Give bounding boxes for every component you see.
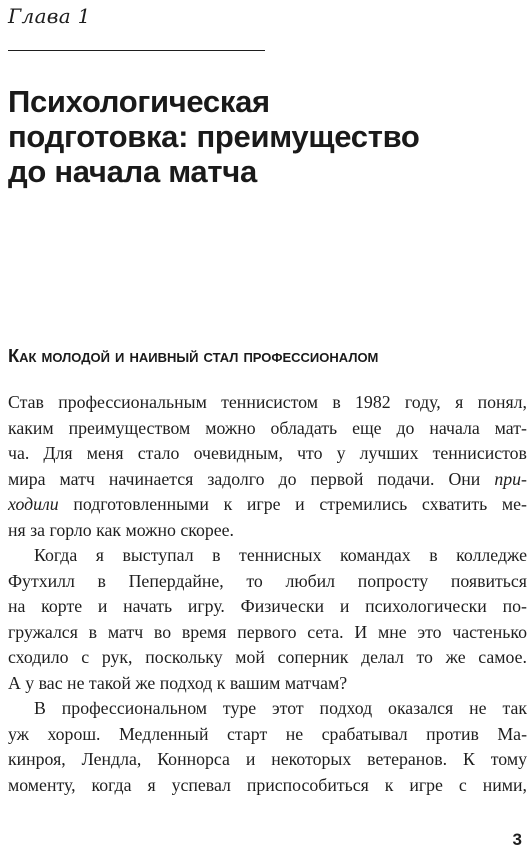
word: подготовленными (73, 494, 209, 514)
word: я (455, 392, 464, 412)
word: сходило (8, 647, 69, 667)
word: не (67, 672, 89, 693)
word: гружался (8, 621, 78, 642)
word: же (445, 647, 466, 667)
word: командах (340, 545, 411, 565)
word: Пепердайне, (128, 570, 224, 591)
word: В (34, 698, 46, 718)
word: еще (352, 417, 382, 438)
word: старт (227, 723, 268, 744)
word: попросту (357, 570, 429, 591)
word: Коннорса (157, 749, 230, 769)
word: в (429, 545, 438, 565)
word: в (97, 570, 106, 591)
word: то (246, 570, 263, 591)
word: меня (86, 443, 124, 463)
word: до (278, 468, 297, 489)
word: же (135, 672, 160, 693)
word: приспособиться (246, 774, 369, 795)
word: корте (41, 596, 83, 616)
word: матч (59, 468, 95, 489)
word: вашим (229, 672, 285, 693)
word: можно (205, 417, 256, 438)
word: К (462, 749, 475, 769)
word: как (96, 519, 126, 540)
word: задолго (207, 468, 265, 489)
word: первой (310, 468, 364, 489)
word: И (354, 621, 368, 642)
word: игру. (187, 596, 225, 616)
word: против (426, 723, 479, 744)
chapter-label: Глава 1 (8, 4, 91, 28)
word: на (8, 596, 26, 616)
section-heading: Как молодой и наивный стал профессионалом (8, 345, 379, 366)
word: не (469, 698, 487, 718)
word: частенько (452, 621, 527, 642)
word: поскольку (145, 647, 223, 667)
word: некоторых (271, 749, 352, 769)
word: не (285, 723, 304, 744)
word: рук, (101, 647, 133, 667)
word: когда (91, 774, 132, 795)
word: появиться (450, 570, 527, 591)
text-line (8, 416, 527, 442)
chapter-title (8, 84, 528, 189)
word: делал (361, 647, 404, 667)
word: подачи. (377, 468, 435, 489)
word: обладать (270, 417, 338, 438)
word: туре (222, 698, 257, 718)
paragraph (8, 696, 527, 798)
word: и (245, 749, 256, 769)
word: Они (448, 468, 481, 489)
word: каким (8, 417, 54, 438)
word: срабатывал (321, 723, 408, 744)
word: и (339, 596, 350, 616)
word: Медленный (118, 723, 209, 744)
word: в (332, 392, 341, 412)
text-line (8, 696, 527, 722)
word: соперник (277, 647, 349, 667)
word: подход (319, 698, 373, 718)
word: ме- (501, 494, 527, 514)
word: оказался (388, 698, 454, 718)
word: ходили (8, 494, 59, 514)
word: скорее. (180, 519, 234, 540)
word: Физически (240, 596, 325, 616)
word: к (216, 672, 230, 693)
chapter-title-line: Психологическая (8, 84, 270, 119)
word: до (396, 417, 415, 438)
word: Лендла, (81, 749, 142, 769)
text-line (8, 594, 527, 620)
word: Ма- (497, 723, 527, 744)
word: матч (107, 621, 144, 642)
word: начала (429, 417, 480, 438)
word: колледже (456, 545, 527, 565)
text-line (8, 645, 527, 671)
text-line (8, 773, 527, 799)
word: успевал (171, 774, 231, 795)
text-line (8, 620, 527, 646)
word: схватить (421, 494, 488, 514)
word: хорош. (47, 723, 101, 744)
word: к (384, 774, 394, 795)
word: теннисистом (221, 392, 318, 412)
word: с (458, 774, 467, 795)
word: стремились (319, 494, 408, 514)
word: сета. (307, 621, 344, 642)
word: мой (235, 647, 265, 667)
body-text (8, 390, 527, 798)
paragraph (8, 543, 527, 696)
text-line (8, 543, 527, 569)
word: у (25, 672, 39, 693)
word: можно (125, 519, 181, 540)
word: Для (43, 443, 73, 463)
text-line (8, 467, 527, 493)
word: за (30, 519, 50, 540)
word: так (502, 698, 527, 718)
word: я (147, 774, 156, 795)
word: ня (8, 519, 31, 540)
word: подход (159, 672, 217, 693)
word: профессиональном (61, 698, 207, 718)
paragraph (8, 390, 527, 543)
word: этот (272, 698, 304, 718)
word: стало (137, 443, 180, 463)
word: игре (246, 494, 281, 514)
word: по- (502, 596, 527, 616)
word: любил (285, 570, 336, 591)
word: уж (8, 723, 29, 744)
word: тому (490, 749, 527, 769)
word: матчам? (284, 672, 348, 693)
word: во (153, 621, 172, 642)
word: А (8, 672, 26, 693)
word: ветеранов. (367, 749, 448, 769)
word: 1982 (355, 392, 391, 412)
text-line (8, 441, 527, 467)
word: первого (237, 621, 297, 642)
word: теннисных (239, 545, 322, 565)
word: такой (88, 672, 136, 693)
word: у (336, 443, 346, 463)
word: это (417, 621, 442, 642)
word: горло (49, 519, 97, 540)
text-line (8, 390, 527, 416)
word: ними, (482, 774, 527, 795)
word: Когда (34, 545, 78, 565)
word: начинается (108, 468, 194, 489)
text-line (8, 747, 527, 773)
word: Став (8, 392, 44, 412)
word: преимуществом (68, 417, 191, 438)
word: при- (494, 468, 527, 489)
word: вас (38, 672, 68, 693)
word: в (212, 545, 221, 565)
word: понял, (477, 392, 527, 412)
text-line (8, 569, 527, 595)
word: мат- (494, 417, 527, 438)
word: самое. (478, 647, 527, 667)
word: к (223, 494, 233, 514)
word: Футхилл (8, 570, 75, 591)
chapter-title-line: до начала матча (8, 154, 257, 189)
page-number: 3 (512, 830, 522, 849)
word: и (97, 596, 108, 616)
word: что (297, 443, 323, 463)
word: моменту, (8, 774, 76, 795)
word: мне (378, 621, 407, 642)
word: лучших (359, 443, 419, 463)
word: психологически (365, 596, 487, 616)
word: время (181, 621, 227, 642)
word: мира (8, 468, 46, 489)
word: кинроя, (8, 749, 66, 769)
word: ча. (8, 443, 30, 463)
word: начать (123, 596, 173, 616)
text-line (8, 722, 527, 748)
word: профессиональным (58, 392, 207, 412)
word: очевидным, (193, 443, 283, 463)
word: году, (404, 392, 441, 412)
text-line (8, 492, 527, 518)
word: я (95, 545, 104, 565)
word: игре (409, 774, 443, 795)
text-line (8, 518, 527, 544)
chapter-rule (8, 50, 265, 51)
word: то (416, 647, 433, 667)
word: теннисистов (432, 443, 527, 463)
word: с (81, 647, 90, 667)
word: и (295, 494, 305, 514)
word: выступал (122, 545, 194, 565)
text-line (8, 671, 527, 697)
word: в (88, 621, 98, 642)
chapter-title-line: подготовка: преимущество (8, 119, 420, 154)
